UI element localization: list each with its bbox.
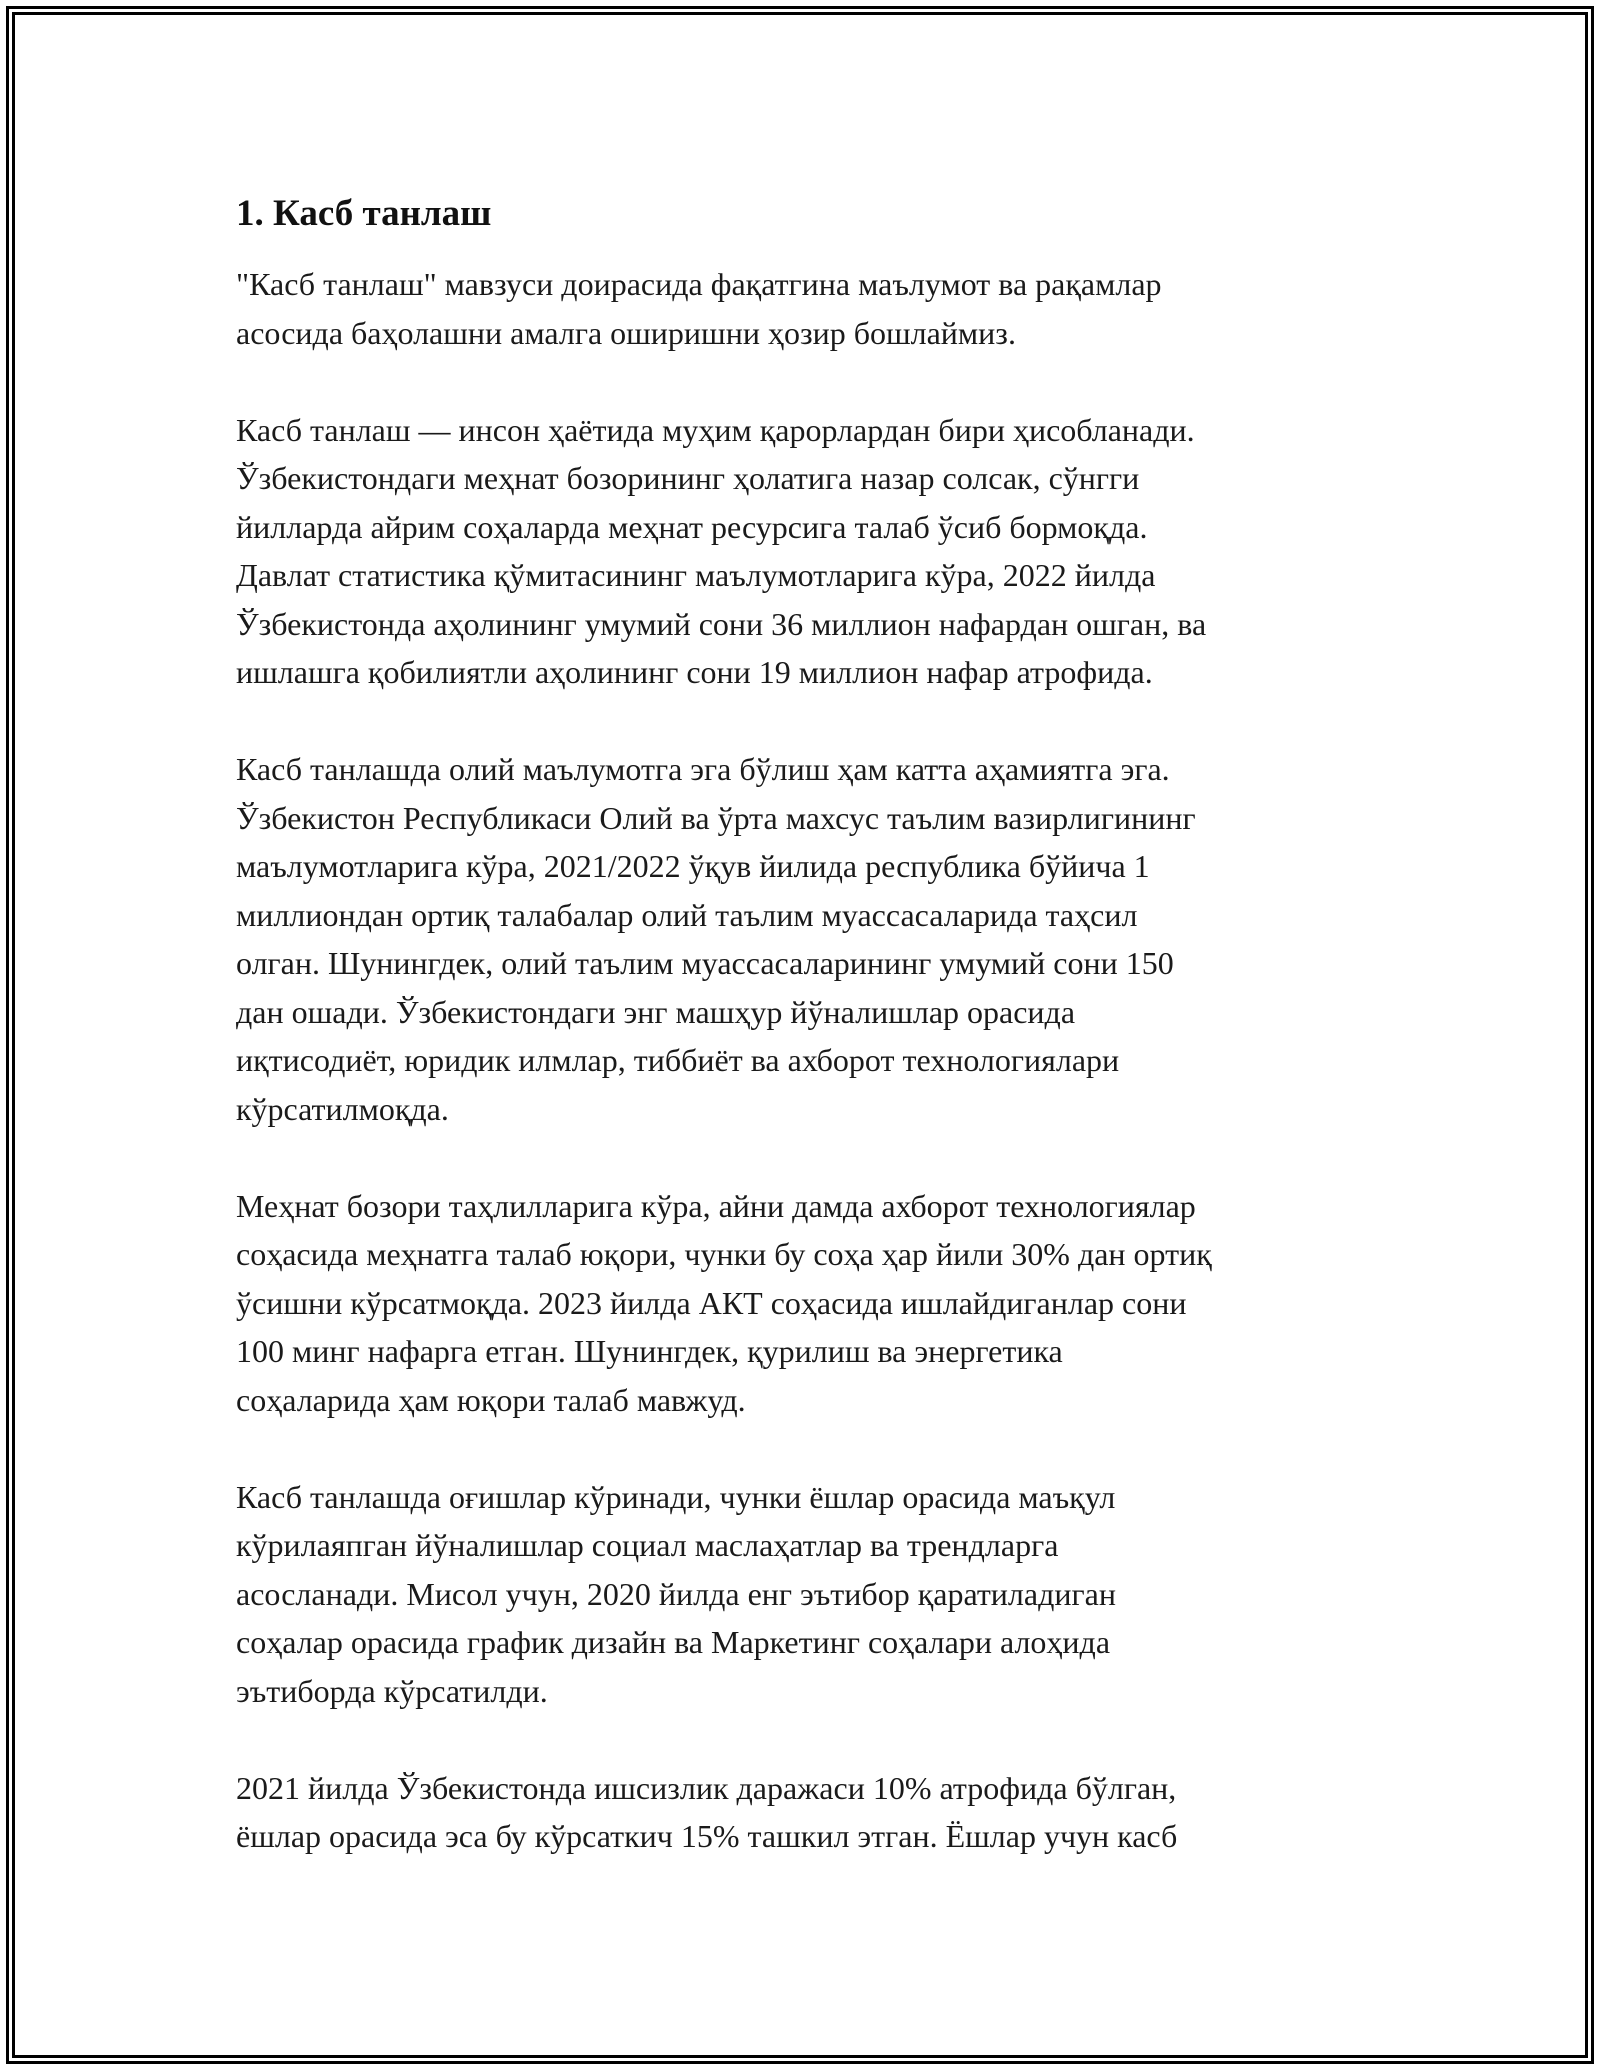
document-body <box>236 186 1366 1909</box>
text-line: ўсишни кўрсатмоқда. 2023 йилда АКТ соҳасида ишлайдиганлар сони <box>236 1284 1187 1321</box>
text-line: ёшлар орасида эса бу кўрсаткич 15% ташкил этган. Ёшлар учун касб <box>236 1818 1178 1854</box>
text-line: Ўзбекистон Республикаси Олий ва ўрта махсус таълим вазирлигининг <box>236 799 1196 836</box>
text-line: "Касб танлаш" мавзуси доирасида фақатгина маълумот ва рақамлар <box>236 266 1162 302</box>
text-line: асосланади. Мисол учун, 2020 йилда енг эътибор қаратиладиган <box>236 1575 1116 1612</box>
text-line: Давлат статистика қўмитасининг маълумотларига кўра, 2022 йилда <box>236 557 1156 593</box>
text-line: соҳасида меҳнатга талаб юқори, чунки бу соҳа ҳар йили 30% дан ортиқ <box>236 1236 1212 1272</box>
text-line: миллиондан ортиқ талабалар олий таълим муассасаларида таҳсил <box>236 896 1138 933</box>
section-heading: 1. Касб танлаш <box>236 193 492 234</box>
text-line: асосида баҳолашни амалга оширишни ҳозир бошлаймиз. <box>236 314 1016 351</box>
text-line: 100 минг нафарга етган. Шунингдек, қурилиш ва энергетика <box>236 1333 1063 1369</box>
text-line: Касб танлашда оғишлар кўринади, чунки ёшлар орасида маъқул <box>236 1478 1116 1515</box>
paragraph-labor-market <box>236 406 1366 697</box>
text-line: соҳаларида ҳам юқори талаб мавжуд. <box>236 1381 746 1418</box>
text-line: 2021 йилда Ўзбекистонда ишсизлик даражаси 10% атрофида бўлган, <box>236 1769 1177 1806</box>
text-line: Касб танлашда олий маълумотга эга бўлиш ҳам катта аҳамиятга эга. <box>236 751 1170 787</box>
text-line: соҳалар орасида график дизайн ва Маркетинг соҳалари алоҳида <box>236 1624 1111 1660</box>
text-line: Касб танлаш — инсон ҳаётида муҳим қарорлардан бири ҳисобланади. <box>236 411 1195 448</box>
text-line: Меҳнат бозори таҳлилларига кўра, айни дамда ахборот технологиялар <box>236 1187 1196 1224</box>
paragraph-trends <box>236 1473 1366 1716</box>
text-line: олган. Шунингдек, олий таълим муассасаларининг умумий сони 150 <box>236 945 1174 981</box>
text-line: кўрилаяпган йўналишлар социал маслаҳатлар ва трендларга <box>236 1527 1059 1563</box>
paragraph-unemployment <box>236 1764 1366 1861</box>
paragraph-higher-education <box>236 745 1366 1133</box>
text-line: ишлашга қобилиятли аҳолининг сони 19 миллион нафар атрофида. <box>236 654 1153 690</box>
text-line: Ўзбекистонда аҳолининг умумий сони 36 миллион нафардан ошган, ва <box>236 605 1207 642</box>
text-line: Ўзбекистондаги меҳнат бозорининг ҳолатига назар солсак, сўнгги <box>236 460 1140 496</box>
text-line: эътиборда кўрсатилди. <box>236 1672 548 1709</box>
text-line: дан ошади. Ўзбекистондаги энг машҳур йўналишлар орасида <box>236 993 1076 1030</box>
text-line: иқтисодиёт, юридик илмлар, тиббиёт ва ахборот технологиялари <box>236 1042 1120 1078</box>
paragraph-intro <box>236 260 1366 357</box>
text-line: кўрсатилмоқда. <box>236 1090 449 1127</box>
text-line: йилларда айрим соҳаларда меҳнат ресурсига талаб ўсиб бормоқда. <box>236 508 1148 545</box>
paragraph-it-demand <box>236 1182 1366 1425</box>
text-line: маълумотларига кўра, 2021/2022 ўқув йилида республика бўйича 1 <box>236 848 1150 884</box>
